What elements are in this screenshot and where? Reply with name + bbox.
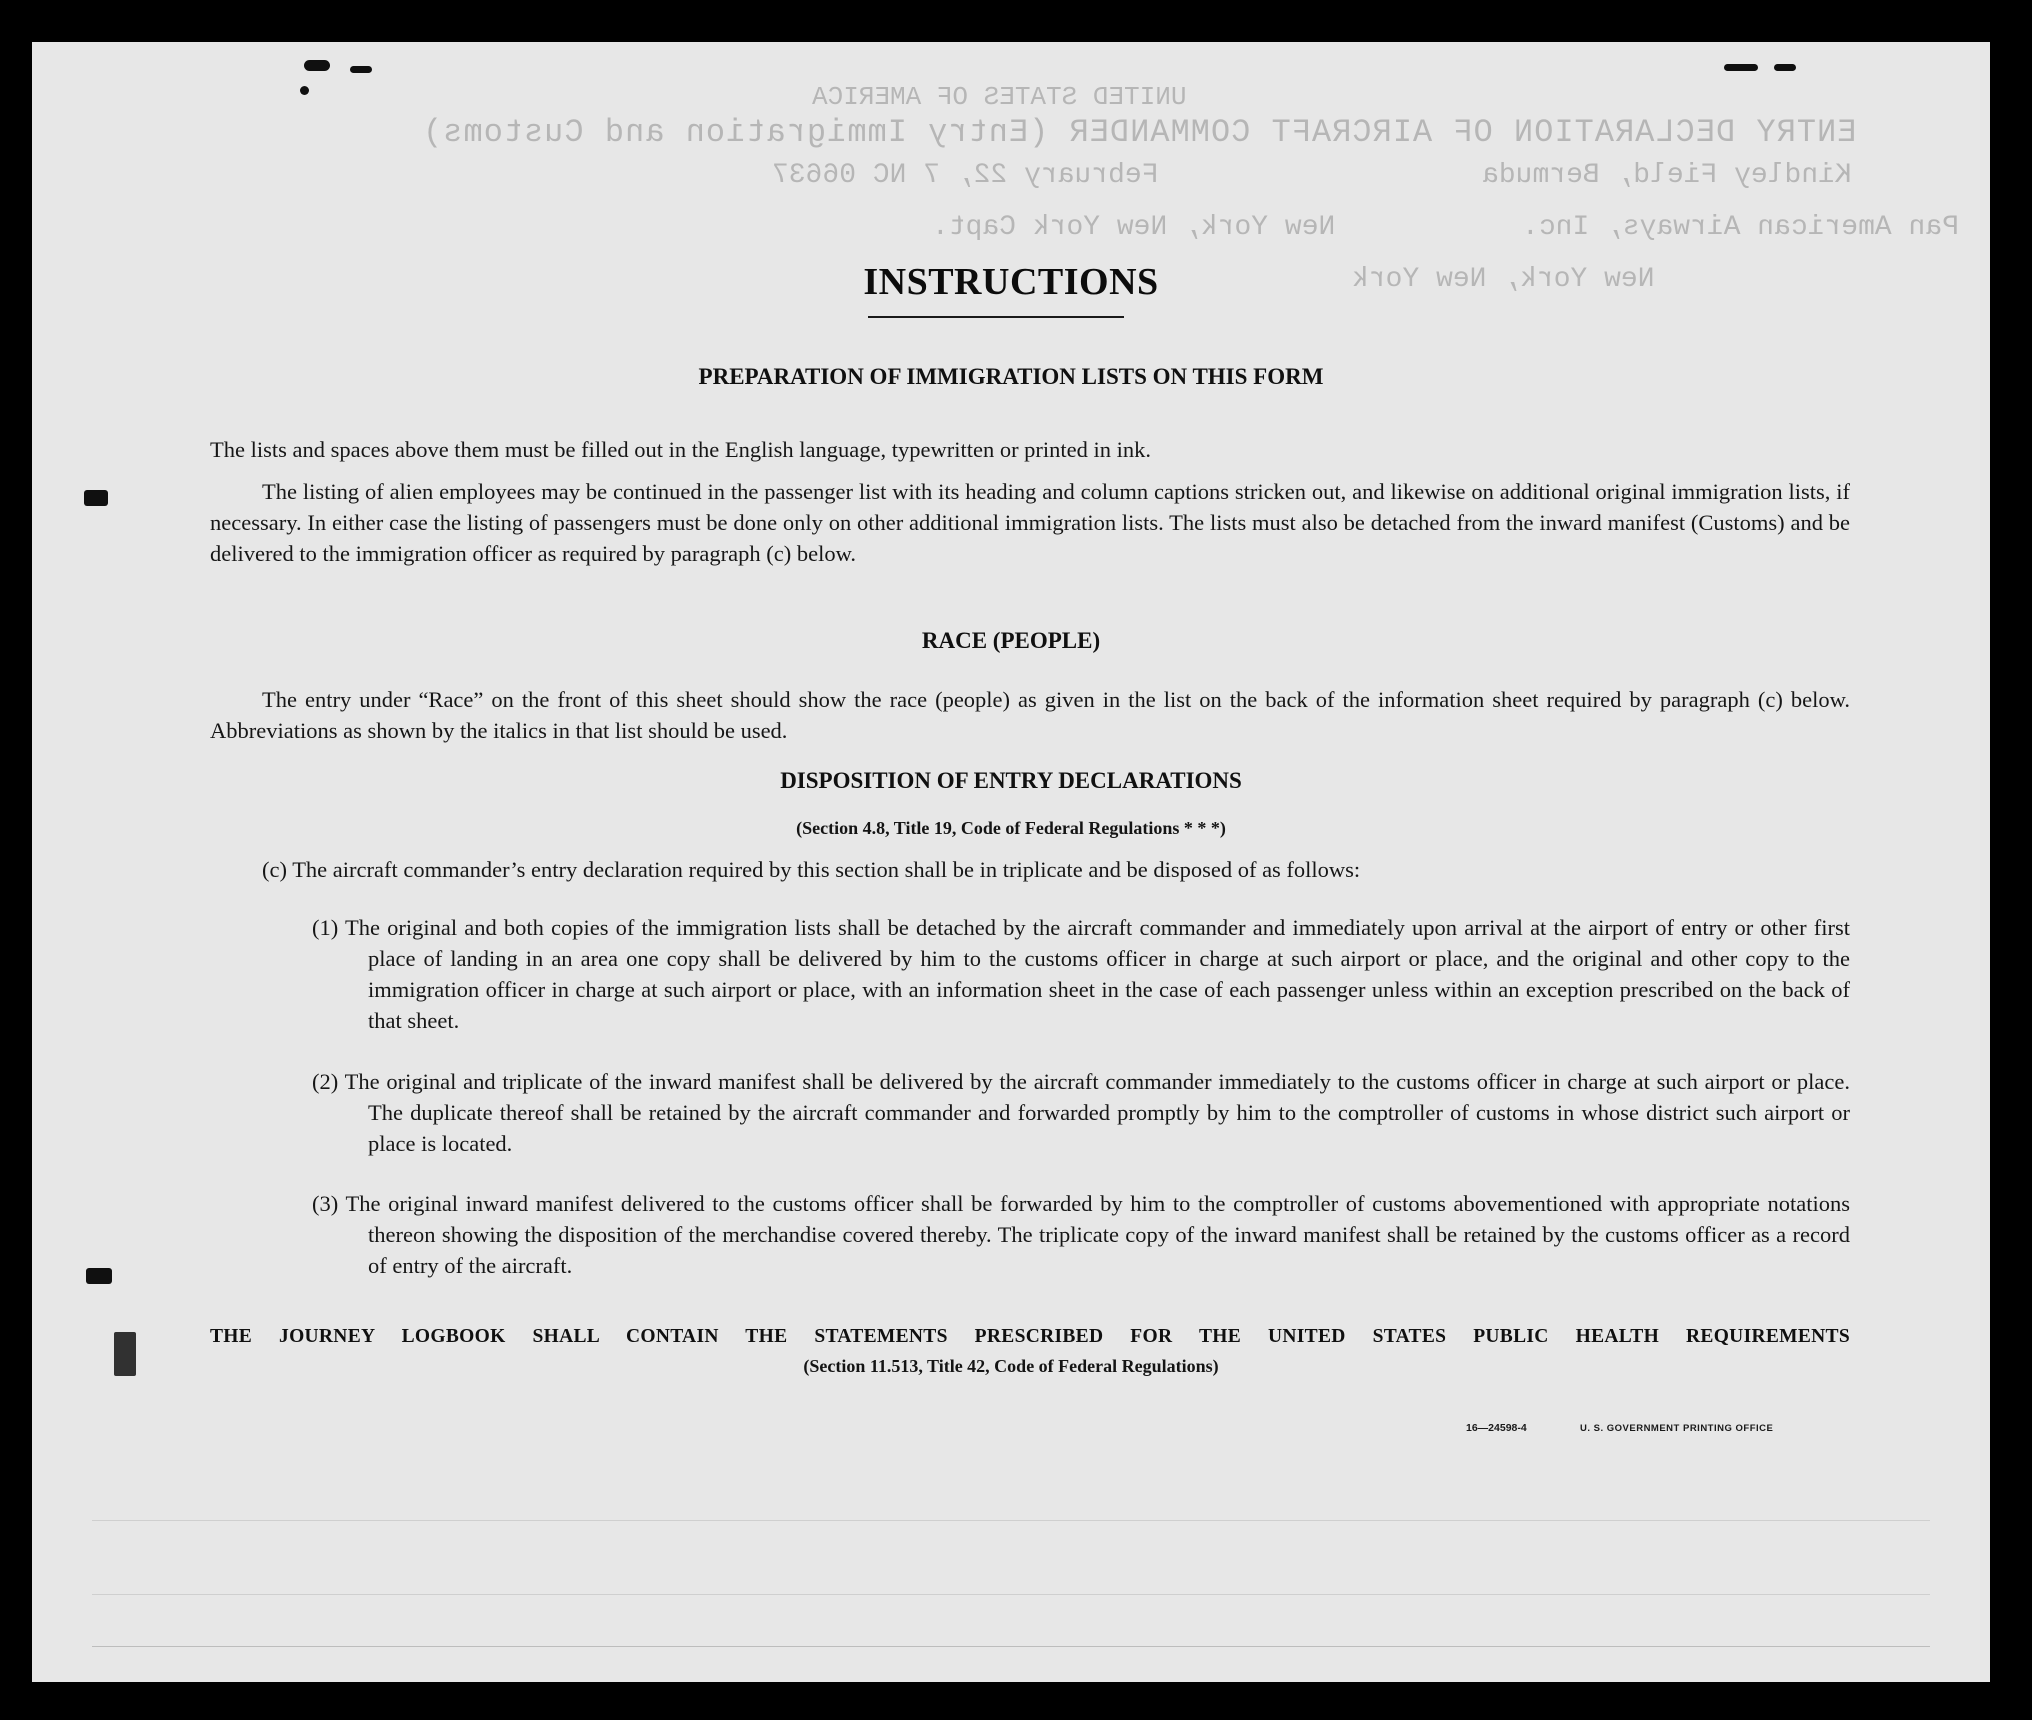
public-health-citation: (Section 11.513, Title 42, Code of Federal Regulations) — [803, 1356, 1219, 1376]
form-print-code: 16—24598-4 — [1466, 1422, 1527, 1434]
paragraph-alien-employees: The listing of alien employees may be continued in the passenger list with its heading and column captions stricken out, and likewise on additional original immigration lists, if necessary. In either case the listing of passengers must be done only on other additional immigration lists. The lists must also be detached from the inward manifest (Customs) and be delivered to the immigration officer as required by paragraph (c) below. — [210, 479, 1850, 566]
bleed-through-title: UNITED STATES OF AMERICA — [812, 82, 1187, 112]
regulation-citation: (Section 4.8, Title 19, Code of Federal Regulations * * *) — [796, 818, 1226, 838]
punch-hole-mark — [86, 1268, 112, 1284]
bleed-through-destination: New York, New York — [1352, 264, 1655, 295]
faint-form-line — [92, 1646, 1930, 1647]
ink-smudge — [1774, 64, 1796, 71]
paragraph-english-language: The lists and spaces above them must be filled out in the English language, typewritten or printed in ink. — [210, 437, 1152, 462]
section-heading-disposition: DISPOSITION OF ENTRY DECLARATIONS — [780, 768, 1242, 793]
document-page — [32, 42, 1990, 1682]
punch-hole-mark — [84, 490, 108, 506]
list-item-3: (3) The original inward manifest delivered to the customs officer shall be forwarded by him to the comptroller of customs abovementioned with appropriate notations thereon showing the disposition of the merchandise covered thereby. The triplicate copy of the inward manifest shall be retained by the customs officer as a record of entry of the aircraft. — [312, 1191, 1850, 1278]
printing-office-imprint: U. S. GOVERNMENT PRINTING OFFICE — [1580, 1423, 1774, 1434]
bleed-through-place: Kindley Field, Bermuda — [1482, 160, 1852, 191]
title-underline — [868, 316, 1124, 318]
section-heading-preparation: PREPARATION OF IMMIGRATION LISTS ON THIS FORM — [698, 364, 1324, 389]
page-title: INSTRUCTIONS — [863, 261, 1159, 303]
ink-smudge — [300, 86, 309, 95]
bleed-through-subtitle: ENTRY DECLARATION OF AIRCRAFT COMMANDER (Entry Immigration and Customs) — [422, 114, 1857, 151]
ink-smudge — [350, 66, 372, 73]
bleed-through-owner-address: New York, New York Capt. — [932, 212, 1336, 243]
ink-smudge — [1724, 64, 1758, 71]
ink-smudge — [304, 60, 330, 71]
paragraph-c-intro: (c) The aircraft commander’s entry declaration required by this section shall be in triplicate and be disposed of as follows: — [262, 857, 1361, 882]
public-health-statement: THE JOURNEY LOGBOOK SHALL CONTAIN THE STATEMENTS PRESCRIBED FOR THE UNITED STATES PUBLIC HEALTH REQUIREMENTS — [210, 1326, 1850, 1347]
bleed-through-owner: Pan American Airways, Inc. — [1522, 212, 1959, 243]
paragraph-race-entry: The entry under “Race” on the front of this sheet should show the race (people) as given in the list on the back of the information sheet required by paragraph (c) below. Abbreviations as shown by the italics in that list should be used. — [210, 687, 1850, 743]
faint-form-line — [92, 1594, 1930, 1595]
section-heading-race: RACE (PEOPLE) — [921, 628, 1101, 653]
faint-form-line — [92, 1520, 1930, 1521]
list-item-2: (2) The original and triplicate of the inward manifest shall be delivered by the aircraft commander immediately to the customs officer in charge at such airport or place. The duplicate thereof shall be retained by the aircraft commander and forwarded promptly by him to the comptroller of customs in whose district such airport or place is located. — [312, 1069, 1850, 1156]
bleed-through-date: February 22, 7 NC 06637 — [772, 160, 1159, 191]
list-item-1: (1) The original and both copies of the immigration lists shall be detached by the aircraft commander and immediately upon arrival at the airport of entry or other first place of landing in an area one copy shall be delivered by him to the customs officer in charge at such airport or place, and the original and other copy to the immigration officer in charge at such airport or place, with an information sheet in the case of each passenger unless within an exception prescribed on the back of that sheet. — [312, 915, 1850, 1033]
